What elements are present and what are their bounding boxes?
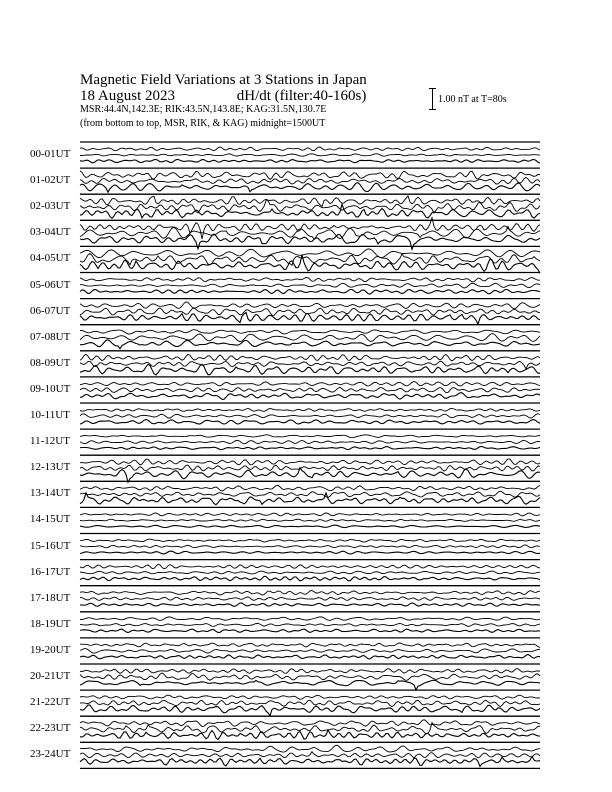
row-label-09-10UT: 09-10UT	[30, 382, 71, 395]
trace-RIK-13-14UT	[80, 491, 540, 497]
chart-quantity: dH/dt (filter:40-160s)	[236, 88, 367, 104]
trace-KAG-10-11UT	[80, 408, 540, 411]
trace-KAG-19-20UT	[80, 643, 540, 648]
trace-MSR-18-19UT	[80, 629, 540, 632]
row-label-18-19UT: 18-19UT	[30, 617, 71, 630]
trace-KAG-08-09UT	[80, 354, 540, 361]
trace-RIK-16-17UT	[80, 571, 540, 574]
row-label-01-02UT: 01-02UT	[30, 174, 71, 187]
row-label-03-04UT: 03-04UT	[30, 226, 71, 239]
trace-RIK-07-08UT	[80, 334, 540, 342]
trace-KAG-23-24UT	[80, 745, 540, 752]
row-label-00-01UT: 00-01UT	[30, 148, 71, 160]
trace-MSR-11-12UT	[80, 447, 540, 450]
trace-MSR-05-06UT	[80, 289, 540, 294]
trace-KAG-09-10UT	[80, 382, 540, 387]
row-label-16-17UT: 16-17UT	[30, 565, 71, 578]
station-order-note: (from bottom to top, MSR, RIK, & KAG) midnight=1500UT	[80, 118, 326, 129]
trace-KAG-17-18UT	[80, 591, 540, 596]
row-label-04-05UT: 04-05UT	[30, 252, 71, 265]
row-label-19-20UT: 19-20UT	[30, 643, 71, 656]
trace-KAG-01-02UT	[80, 171, 540, 180]
trace-MSR-00-01UT	[80, 159, 540, 163]
trace-KAG-21-22UT	[80, 695, 540, 699]
trace-MSR-21-22UT	[80, 705, 540, 716]
trace-RIK-20-21UT	[80, 673, 540, 681]
trace-RIK-10-11UT	[80, 414, 540, 418]
trace-KAG-04-05UT	[80, 249, 540, 258]
station-coordinates: MSR:44.4N,142.3E; RIK:43.5N,143.8E; KAG:31.5N,130.7E	[80, 104, 327, 115]
trace-KAG-18-19UT	[80, 617, 540, 621]
trace-KAG-16-17UT	[80, 564, 540, 569]
trace-KAG-12-13UT	[80, 459, 540, 465]
row-label-14-15UT: 14-15UT	[30, 513, 71, 526]
trace-KAG-11-12UT	[80, 435, 540, 438]
row-label-13-14UT: 13-14UT	[30, 487, 71, 500]
trace-RIK-05-06UT	[80, 283, 540, 288]
trace-KAG-15-16UT	[80, 539, 540, 542]
row-label-21-22UT: 21-22UT	[30, 696, 71, 709]
row-label-06-07UT: 06-07UT	[30, 304, 71, 317]
trace-RIK-21-22UT	[80, 700, 540, 706]
trace-RIK-15-16UT	[80, 545, 540, 548]
trace-KAG-13-14UT	[80, 485, 540, 491]
trace-MSR-23-24UT	[80, 756, 540, 766]
trace-RIK-12-13UT	[80, 465, 540, 471]
row-label-10-11UT: 10-11UT	[30, 409, 70, 421]
trace-RIK-23-24UT	[80, 752, 540, 758]
trace-KAG-00-01UT	[80, 147, 540, 151]
trace-MSR-10-11UT	[80, 420, 540, 425]
trace-MSR-22-23UT	[80, 730, 540, 740]
row-label-22-23UT: 22-23UT	[30, 722, 71, 735]
row-label-12-13UT: 12-13UT	[30, 461, 71, 474]
trace-MSR-19-20UT	[80, 655, 540, 659]
trace-KAG-14-15UT	[80, 513, 540, 516]
trace-RIK-18-19UT	[80, 623, 540, 626]
trace-MSR-01-02UT	[80, 183, 540, 193]
trace-RIK-06-07UT	[80, 308, 540, 315]
trace-KAG-02-03UT	[80, 196, 540, 207]
row-label-17-18UT: 17-18UT	[30, 591, 71, 604]
scale-label: 1.00 nT at T=80s	[438, 94, 507, 105]
trace-MSR-20-21UT	[80, 680, 540, 690]
trace-RIK-09-10UT	[80, 387, 540, 392]
trace-MSR-17-18UT	[80, 603, 540, 606]
row-label-08-09UT: 08-09UT	[30, 356, 71, 369]
trace-RIK-14-15UT	[80, 519, 540, 521]
trace-KAG-20-21UT	[80, 669, 540, 674]
row-label-11-12UT: 11-12UT	[30, 435, 70, 448]
trace-RIK-11-12UT	[80, 440, 540, 444]
trace-RIK-17-18UT	[80, 597, 540, 601]
trace-KAG-07-08UT	[80, 330, 540, 334]
row-label-02-03UT: 02-03UT	[30, 200, 71, 213]
trace-MSR-07-08UT	[80, 340, 540, 349]
trace-MSR-12-13UT	[80, 468, 540, 483]
trace-MSR-09-10UT	[80, 393, 540, 400]
chart-title: Magnetic Field Variations at 3 Stations in Japan	[80, 72, 367, 88]
trace-MSR-02-03UT	[80, 204, 540, 218]
row-label-05-06UT: 05-06UT	[30, 278, 71, 291]
trace-MSR-15-16UT	[80, 551, 540, 554]
trace-RIK-19-20UT	[80, 649, 540, 654]
row-label-20-21UT: 20-21UT	[30, 670, 71, 682]
trace-MSR-16-17UT	[80, 576, 540, 581]
trace-MSR-14-15UT	[80, 525, 540, 527]
row-label-07-08UT: 07-08UT	[30, 330, 71, 343]
trace-KAG-06-07UT	[80, 302, 540, 309]
row-label-23-24UT: 23-24UT	[30, 748, 71, 761]
trace-RIK-01-02UT	[80, 177, 540, 184]
chart-date: 18 August 2023	[80, 88, 176, 104]
row-label-15-16UT: 15-16UT	[30, 539, 71, 552]
trace-RIK-00-01UT	[80, 154, 540, 157]
trace-MSR-04-05UT	[80, 255, 540, 274]
trace-KAG-05-06UT	[80, 277, 540, 282]
